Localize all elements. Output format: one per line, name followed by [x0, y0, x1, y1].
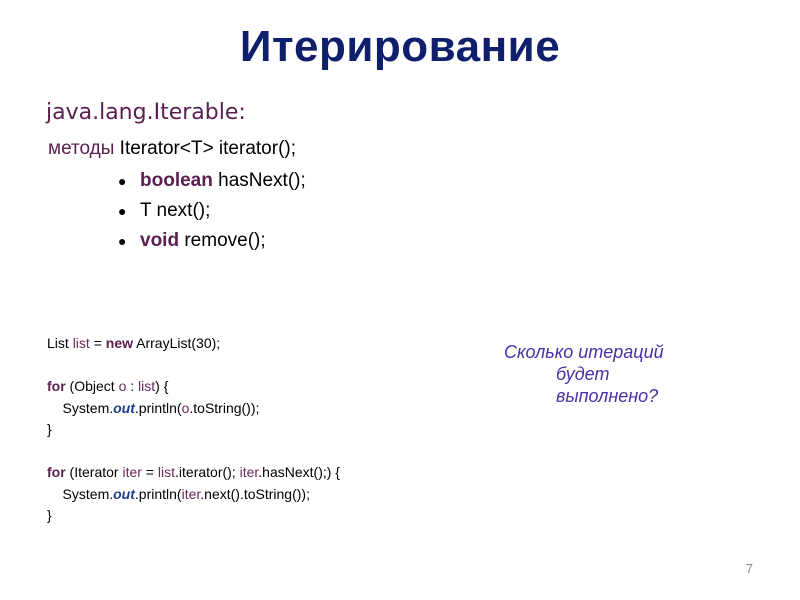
code-blank-line [47, 355, 340, 377]
methods-signature: Iterator<T> iterator(); [114, 138, 297, 159]
code-keyword: for [47, 378, 66, 394]
code-line [47, 484, 340, 506]
method-text: hasNext(); [212, 170, 306, 191]
question-text [504, 341, 724, 407]
bullet-icon: ● [118, 203, 127, 219]
code-blank-line [47, 441, 340, 463]
code-token: .println( [134, 399, 182, 416]
code-token: System. [47, 485, 114, 502]
code-token: = [89, 335, 106, 351]
method-keyword: void [140, 230, 180, 251]
code-line [47, 398, 340, 420]
code-token: : [126, 378, 139, 394]
code-token: .println( [134, 485, 182, 502]
code-token: .next().toString()); [200, 485, 310, 502]
code-token: .iterator(); [175, 464, 240, 480]
code-token: ArrayList(30); [133, 335, 221, 351]
slide-title: Итерирование [239, 22, 561, 71]
code-token: List [47, 335, 73, 351]
code-token: (Object [65, 378, 119, 394]
question-line: Сколько итераций [504, 342, 664, 362]
code-variable: list [157, 464, 176, 480]
question-line: выполнено? [556, 386, 659, 406]
code-line: } [47, 507, 52, 523]
code-variable: iter [181, 485, 201, 502]
code-variable: iter [239, 464, 259, 480]
code-line: } [47, 421, 52, 437]
code-keyword: new [105, 335, 134, 351]
bullet-icon: ● [118, 173, 127, 189]
method-text: remove(); [179, 230, 266, 251]
code-token: (Iterator [65, 464, 123, 480]
method-text: T next(); [140, 200, 211, 221]
methods-line [48, 138, 296, 160]
method-list [118, 166, 306, 256]
code-keyword: for [47, 464, 66, 480]
list-item [118, 226, 306, 256]
code-block [47, 333, 340, 527]
code-field: out [113, 399, 135, 416]
question-line: будет [556, 364, 610, 384]
methods-prefix: методы [48, 138, 115, 159]
method-keyword: boolean [140, 170, 213, 191]
code-token: .toString()); [189, 399, 260, 416]
code-variable: o [181, 399, 190, 416]
code-field: out [113, 485, 135, 502]
code-variable: list [72, 335, 90, 351]
code-line [47, 376, 340, 398]
bullet-icon: ● [118, 233, 127, 249]
code-variable: list [138, 378, 156, 394]
code-line [47, 333, 340, 355]
list-item [118, 166, 306, 196]
interface-name: java.lang.Iterable: [46, 100, 246, 125]
list-item [118, 196, 306, 226]
code-token: = [141, 464, 158, 480]
code-line [47, 462, 340, 484]
code-token: ) { [155, 378, 169, 394]
code-token: .hasNext();) { [258, 464, 340, 480]
code-variable: o [118, 378, 127, 394]
page-number: 7 [745, 561, 753, 576]
code-token: System. [47, 399, 114, 416]
code-variable: iter [122, 464, 142, 480]
